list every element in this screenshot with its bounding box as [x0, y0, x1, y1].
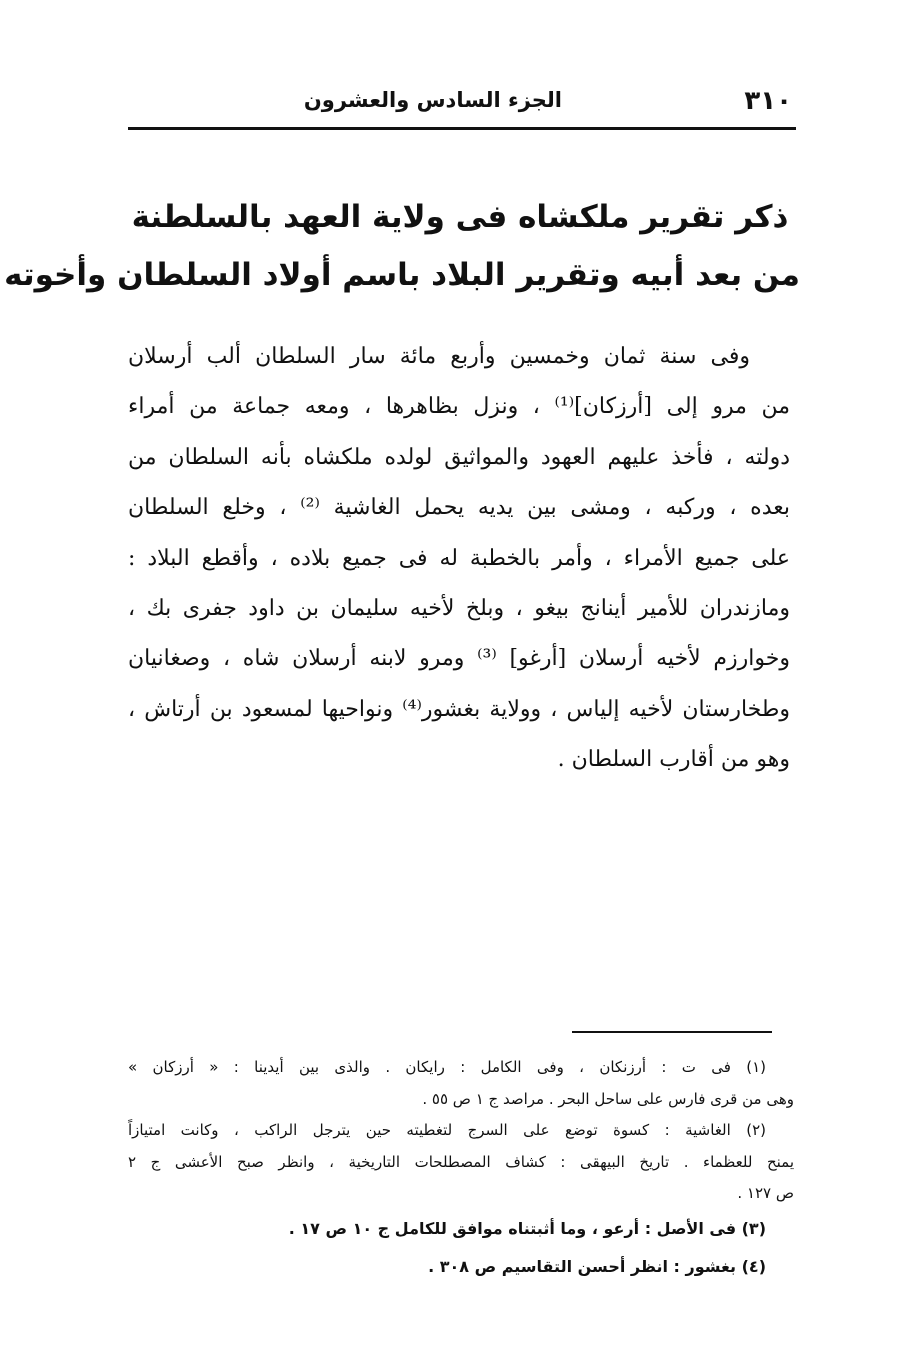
body-paragraph [128, 332, 790, 786]
body-line: وطخارستان لأخيه إلياس ، وولاية بغشور⁽⁴⁾ ونواحيها لمسعود بن أرتاش ، [128, 696, 790, 722]
body-line: على جميع الأمراء ، وأمر بالخطبة له فى جميع بلاده ، وأقطع البلاد : [128, 545, 790, 571]
body-line: بعده ، وركبه ، ومشى بين يديه يحمل الغاشية ⁽²⁾ ، وخلع السلطان [128, 495, 790, 521]
footnote-2-line: يمنح للعظماء . تاريخ البيهقى : كشاف المصطلحات التاريخية ، وانظر صبح الأعشى ج ٢ [128, 1152, 794, 1171]
body-line: وهو من أقارب السلطان . [557, 747, 790, 773]
header-rule [128, 127, 796, 130]
running-title: الجزء السادس والعشرون [303, 88, 562, 112]
footnote-2-line: (٢) الغاشية : كسوة توضع على السرج لتغطيته حين يترجل الراكب ، وكانت امتيازاً [128, 1121, 766, 1140]
chapter-title-line-2: من بعد أبيه وتقرير البلاد باسم أولاد السلطان وأخوته [4, 257, 800, 293]
footnote-1-line: (١) فى ت : أرزنكان ، وفى الكامل : رايكان . والذى بين أيدينا : « أرزكان » [128, 1058, 766, 1076]
footnote-rule [572, 1031, 772, 1033]
body-line: وفى سنة ثمان وخمسين وأربع مائة سار السلطان ألب أرسلان [128, 344, 750, 369]
chapter-title-line-1: ذكر تقرير ملكشاه فى ولاية العهد بالسلطنة [131, 199, 789, 235]
footnote-2-line: ص ١٢٧ . [737, 1184, 794, 1203]
body-line: وخوارزم لأخيه أرسلان [أرغو] ⁽³⁾ ومرو لابنه أرسلان شاه ، وصغانيان [128, 646, 790, 672]
body-line: ومازندران للأمير أينانج بيغو ، وبلخ لأخيه سليمان بن داود جفرى بك ، [128, 595, 790, 621]
page-number: ٣١٠ [744, 86, 792, 116]
footnotes [128, 1052, 794, 1286]
running-header [128, 84, 792, 124]
chapter-title [4, 188, 800, 304]
footnote-4: (٤) بغشور : انظر أحسن التقاسيم ص ٣٠٨ . [428, 1256, 766, 1276]
footnote-3: (٣) فى الأصل : أرعو ، وما أثبتناه موافق للكامل ج ١٠ ص ١٧ . [288, 1218, 766, 1238]
footnote-1-line: وهى من قرى فارس على ساحل البحر . مراصد ج ١ ص ٥٥ . [422, 1089, 794, 1108]
body-line: دولته ، فأخذ عليهم العهود والمواثيق لولده ملكشاه بأنه السلطان من [128, 444, 790, 470]
body-line: من مرو إلى [أرزكان]⁽¹⁾ ، ونزل بظاهرها ، ومعه جماعة من أمراء [128, 394, 790, 420]
